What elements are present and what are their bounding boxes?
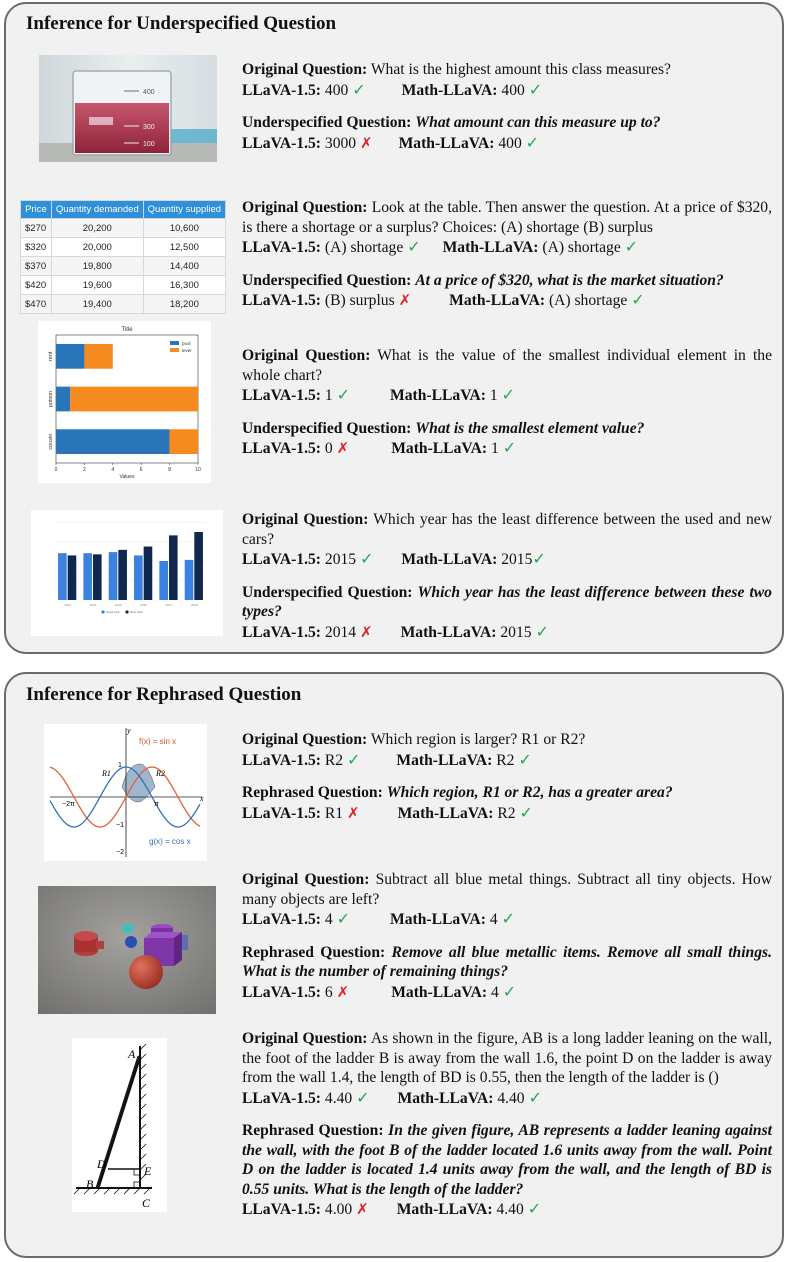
bar-new-cars-2014 [93, 554, 102, 600]
bar-new-cars-2016 [144, 547, 153, 600]
legend-label: New cars [130, 610, 143, 614]
sine-cosine-graph [44, 724, 207, 861]
table-row: $320 20,000 12,500 [21, 238, 226, 257]
svg-text:C: C [142, 1196, 151, 1210]
legend-swatch [101, 610, 104, 613]
svg-text:π: π [154, 801, 159, 808]
svg-text:400: 400 [143, 89, 155, 96]
bar-lever-rent [84, 344, 112, 369]
svg-text:y: y [127, 726, 131, 735]
svg-text:1: 1 [118, 762, 122, 769]
table-row: $270 20,200 10,600 [21, 219, 226, 238]
x-tick-label: 2015 [114, 603, 122, 607]
underspecified-panel [4, 2, 784, 654]
bar-pool-rent [56, 344, 84, 369]
svg-text:f(x) = sin x: f(x) = sin x [139, 737, 177, 746]
chart-title: Title [121, 327, 133, 333]
example-4: Original Question: Which year has the least difference between the used and new cars? LLaVA-1.5: 2015 ✓ Math-LLaVA: 2015✓ Underspecified Question: Which year has the least difference between these two types? LLaVA-1.5: 2014 ✗ Math-LLaVA: 2015 ✓ [242, 511, 772, 641]
bar-new-cars-2018 [194, 532, 203, 600]
y-tick-label: cousin [48, 433, 54, 450]
bar-used-cars-2016 [134, 555, 143, 600]
price-table [20, 200, 226, 314]
example-3: Original Question: What is the value of the smallest individual element in the whole chart? LLaVA-1.5: 1 ✓ Math-LLaVA: 1 ✓ Underspecified Question: What is the smallest element value? LLaVA-1.5: 0 ✗ Math-LLaVA: 1 ✓ [242, 347, 772, 457]
table-header: Price [21, 201, 52, 219]
y-tick-label: poison [48, 390, 54, 408]
x-tick-label: 2013 [64, 603, 72, 607]
example-5: Original Question: Which region is larger? R1 or R2? LLaVA-1.5: R2 ✓ Math-LLaVA: R2 ✓ Rephrased Question: Which region, R1 or R2, has a greater area? LLaVA-1.5: R1 ✗ Math-LLaVA: R2 ✓ [242, 731, 673, 822]
legend-label: Used cars [106, 610, 120, 614]
bar-lever-cousin [170, 429, 198, 454]
x-tick-label: 2016 [140, 603, 148, 607]
x-tick-label: 2014 [89, 603, 97, 607]
example-7: Original Question: As shown in the figure, AB is a long ladder leaning on the wall, the foot of the ladder B is away from the wall 1.6, the point D on the ladder is away from the wall 1.4, the length of BD is 0.55, then the length of the ladder is () LLaVA-1.5: 4.40 ✓ Math-LLaVA: 4.40 ✓ Rephrased Question: In the given figure, AB represents a ladder leaning against the wall, with the foot B of the ladder located 1.6 units away from the wall. Point D on the ladder is located 1.4 units away from the wall, and the length of BD is 0.55 units. What is the length of the ladder? LLaVA-1.5: 4.00 ✗ Math-LLaVA: 4.40 ✓ [242, 1030, 772, 1218]
example-6: Original Question: Subtract all blue metal things. Subtract all tiny objects. How many objects are left? LLaVA-1.5: 4 ✓ Math-LLaVA: 4 ✓ Rephrased Question: Remove all blue metallic items. Remove all small things. What is the number of remaining things? LLaVA-1.5: 6 ✗ Math-LLaVA: 4 ✓ [242, 871, 772, 1001]
table-row: $470 19,400 18,200 [21, 295, 226, 314]
table-header: Quantity demanded [51, 201, 143, 219]
x-tick-label: 2 [83, 467, 86, 473]
svg-text:A: A [128, 1047, 136, 1061]
cars-bar-chart [31, 510, 223, 636]
objects-render [38, 886, 216, 1014]
y-tick-label: rent [48, 351, 54, 362]
svg-text:D: D [97, 1157, 106, 1171]
table-row: $420 19,600 16,300 [21, 276, 226, 295]
legend-label: lever [182, 348, 192, 353]
ladder-diagram [72, 1038, 167, 1212]
panel-title: Inference for Underspecified Question [26, 13, 337, 34]
svg-text:−2: −2 [116, 849, 124, 856]
x-tick-label: 6 [139, 467, 143, 473]
example-1: Original Question: What is the highest amount this class measures? LLaVA-1.5: 400 ✓ Math-LLaVA: 400 ✓ Underspecified Question: What amount can this measure up to? LLaVA-1.5: 3000 ✗ Math-LLaVA: 400 ✓ [242, 61, 671, 152]
beaker-photo [39, 55, 217, 162]
table-row: $370 19,800 14,400 [21, 257, 226, 276]
x-tick-label: 8 [168, 467, 171, 473]
x-tick-label: 4 [111, 467, 115, 473]
bar-pool-cousin [56, 429, 170, 454]
svg-text:−2π: −2π [62, 801, 75, 808]
legend-swatch [170, 348, 179, 352]
svg-text:E: E [144, 1164, 152, 1178]
x-tick-label: 2018 [190, 603, 198, 607]
bar-lever-poison [70, 387, 198, 412]
bar-used-cars-2017 [159, 561, 168, 600]
bar-used-cars-2018 [185, 560, 194, 600]
svg-text:R1: R1 [102, 769, 111, 778]
x-axis-label: Values [119, 474, 135, 480]
bar-new-cars-2017 [169, 535, 178, 600]
panel-title: Inference for Rephrased Question [26, 684, 302, 705]
rephrased-panel [4, 672, 784, 1258]
x-tick-label: 2017 [165, 603, 173, 607]
legend-label: pool [182, 341, 191, 346]
legend-swatch [125, 610, 128, 613]
x-tick-label: 10 [195, 467, 201, 473]
bar-used-cars-2015 [109, 552, 118, 600]
bar-used-cars-2013 [58, 553, 67, 600]
svg-text:R2: R2 [156, 769, 165, 778]
svg-text:B: B [86, 1177, 94, 1191]
table-header: Quantity supplied [143, 201, 225, 219]
bar-used-cars-2014 [83, 553, 92, 600]
svg-text:300: 300 [143, 124, 155, 131]
bar-new-cars-2015 [118, 550, 127, 600]
legend-swatch [170, 341, 179, 345]
svg-text:x: x [200, 794, 204, 803]
svg-text:−1: −1 [116, 822, 124, 829]
svg-text:100: 100 [143, 141, 155, 148]
hbar-chart [38, 321, 211, 483]
bar-pool-poison [56, 387, 70, 412]
x-tick-label: 0 [54, 467, 58, 473]
example-2: Original Question: Look at the table. Then answer the question. At a price of $320, is there a shortage or a surplus? Choices: (A) shortage (B) surplus LLaVA-1.5: (A) shortage ✓ Math-LLaVA: (A) shortage ✓ Underspecified Question: At a price of $320, what is the market situation? LLaVA-1.5: (B) surplus ✗ Math-LLaVA: (A) shortage ✓ [242, 199, 772, 309]
svg-text:g(x) = cos x: g(x) = cos x [149, 837, 191, 846]
bar-new-cars-2013 [68, 555, 77, 600]
